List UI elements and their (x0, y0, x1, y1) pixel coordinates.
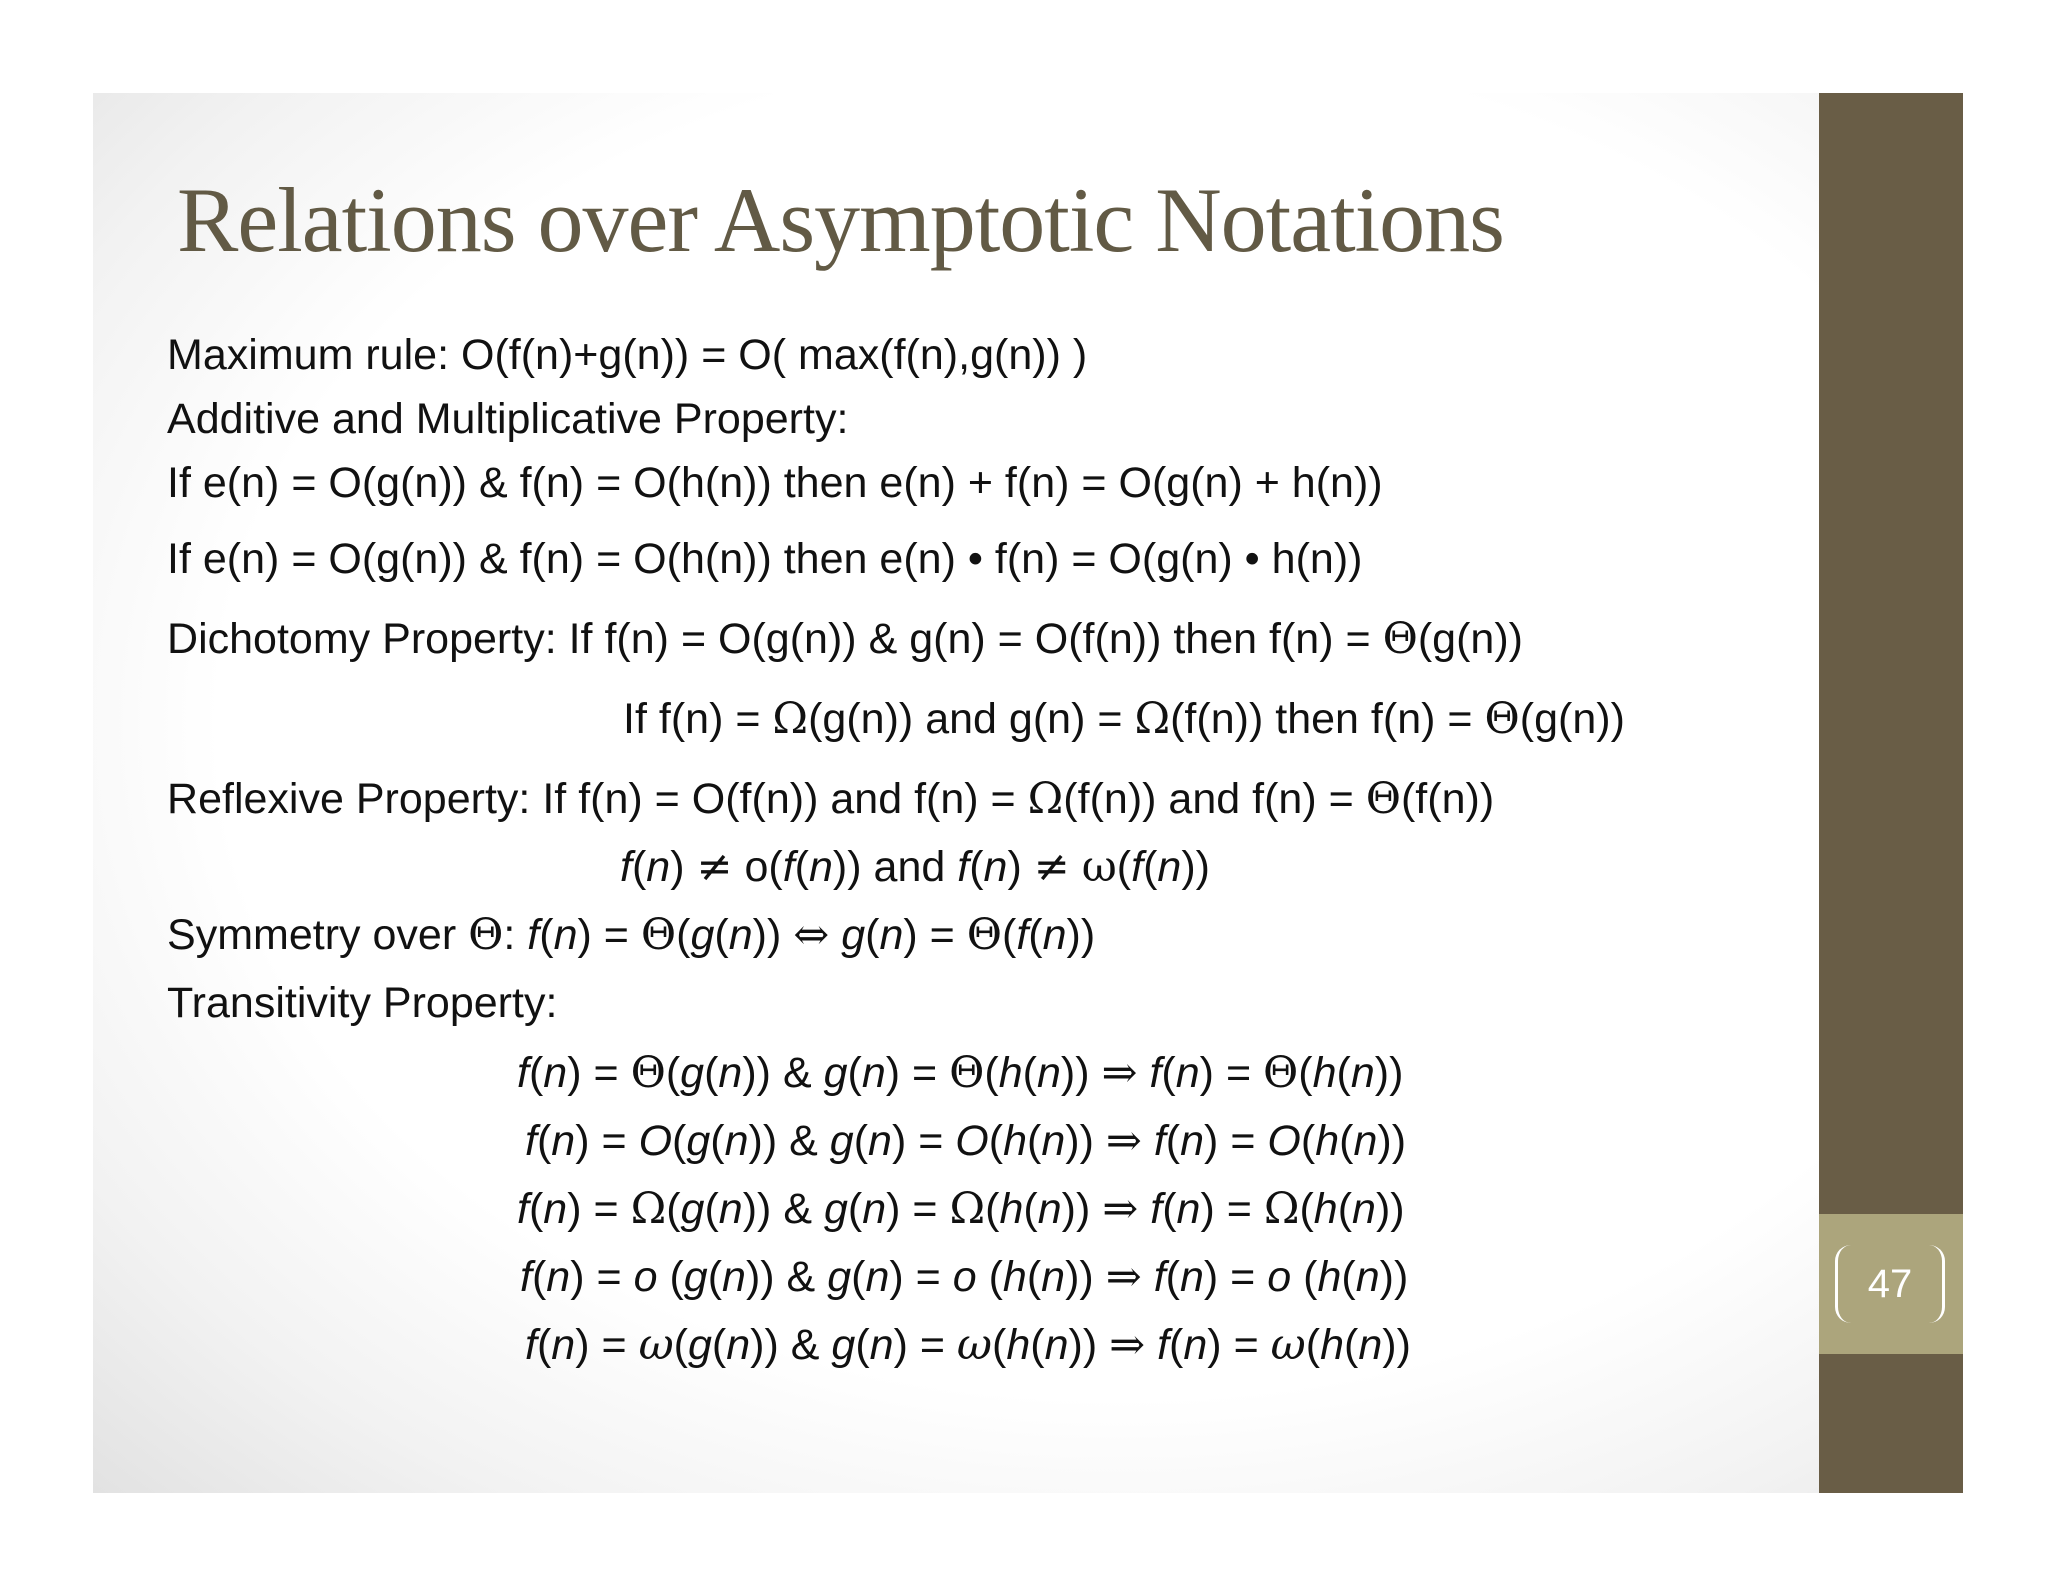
transitivity-theta-line: f(n) = Θ(g(n)) & g(n) = Θ(h(n)) ⇒ f(n) = Θ(h(n)) (517, 1048, 1404, 1098)
transitivity-little-omega-line: f(n) = ω(g(n)) & g(n) = ω(h(n)) ⇒ f(n) = ω(h(n)) (525, 1320, 1411, 1370)
dichotomy-property-line: Dichotomy Property: If f(n) = O(g(n)) & g(n) = O(f(n)) then f(n) = Θ(g(n)) (167, 614, 1523, 664)
additive-property-line: If e(n) = O(g(n)) & f(n) = O(h(n)) then e(n) + f(n) = O(g(n) + h(n)) (167, 459, 1383, 507)
maximum-rule-line: Maximum rule: O(f(n)+g(n)) = O( max(f(n),g(n)) ) (167, 331, 1088, 379)
slide (93, 93, 1963, 1493)
dichotomy-omega-line: If f(n) = Ω(g(n)) and g(n) = Ω(f(n)) then f(n) = Θ(g(n)) (623, 694, 1625, 744)
slide-title: Relations over Asymptotic Notations (177, 169, 1504, 271)
transitivity-big-o-line: f(n) = O(g(n)) & g(n) = O(h(n)) ⇒ f(n) = O(h(n)) (525, 1116, 1407, 1166)
multiplicative-property-line: If e(n) = O(g(n)) & f(n) = O(h(n)) then e(n) • f(n) = O(g(n) • h(n)) (167, 535, 1363, 583)
additive-multiplicative-heading: Additive and Multiplicative Property: (167, 395, 849, 443)
transitivity-omega-line: f(n) = Ω(g(n)) & g(n) = Ω(h(n)) ⇒ f(n) = Ω(h(n)) (517, 1184, 1405, 1234)
symmetry-line: Symmetry over Θ: f(n) = Θ(g(n)) ⇔ g(n) = Θ(f(n)) (167, 910, 1096, 960)
transitivity-heading: Transitivity Property: (167, 979, 558, 1027)
transitivity-little-o-line: f(n) = o (g(n)) & g(n) = o (h(n)) ⇒ f(n) = o (h(n)) (520, 1252, 1409, 1302)
reflexive-property-line: Reflexive Property: If f(n) = O(f(n)) and f(n) = Ω(f(n)) and f(n) = Θ(f(n)) (167, 774, 1495, 824)
page-number: 47 (1867, 1262, 1913, 1306)
reflexive-little-o-line: f(n) ≠ o(f(n)) and f(n) ≠ ω(f(n)) (620, 842, 1210, 892)
